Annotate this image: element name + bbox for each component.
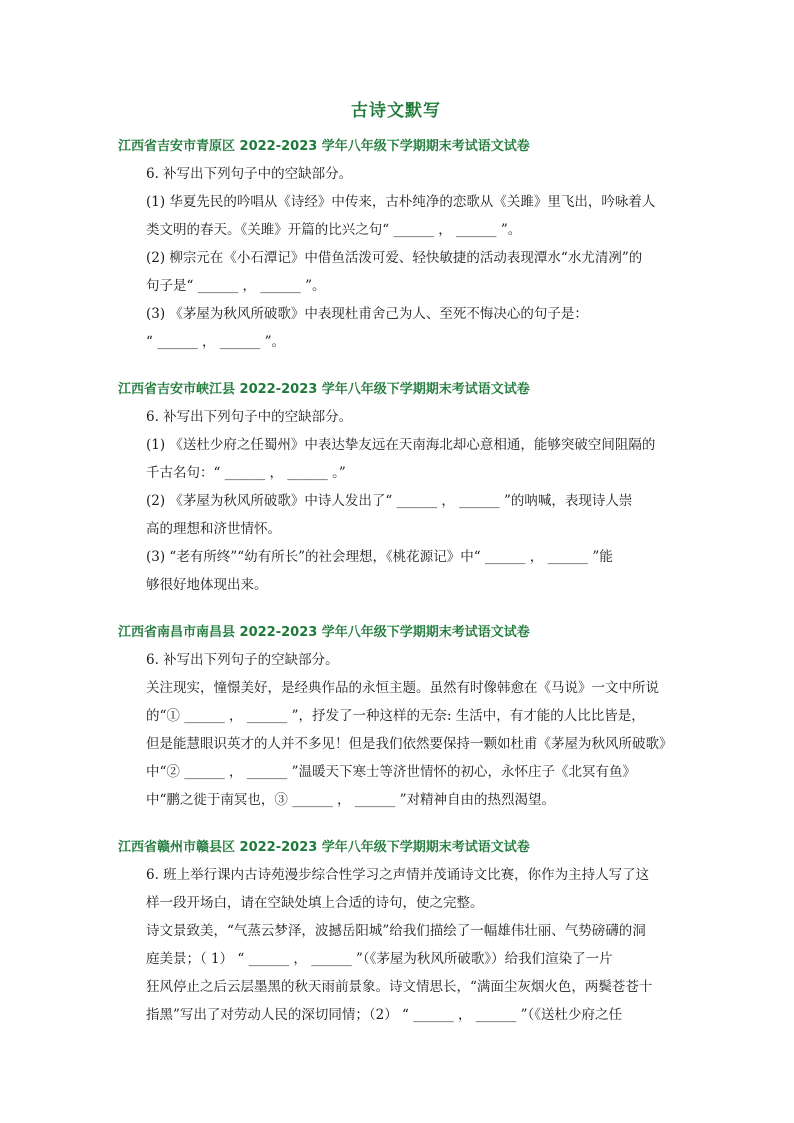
question-stem: 6. 补写出下列句子中的空缺部分。 (146, 166, 353, 182)
question-line: “ ______ ， ______ ”。 (146, 334, 285, 350)
question-section-1 (118, 135, 674, 356)
question-stem: 6. 补写出下列句子中的空缺部分。 (146, 409, 353, 425)
section-source: 江西省南昌市南昌县 2022-2023 学年八年级下学期期末考试语文试卷 (118, 625, 530, 640)
question-line: 高的理想和济世情怀。 (146, 521, 281, 537)
page-title: 古诗文默写 (351, 101, 441, 121)
question-line: 够很好地体现出来。 (146, 577, 268, 593)
question-line: 千古名句：“ ______ ， ______ 。” (146, 465, 346, 481)
question-line: 狂风停止之后云层墨黑的秋天雨前景象。诗文情思长，“满面尘灰烟火色，两鬓苍苍十 (146, 979, 653, 995)
question-line: (2) 《茅屋为秋风所破歌》中诗人发出了“ ______ ， ______ ”的呐喊，表现诗人崇 (146, 493, 633, 509)
question-line: (1) 《送杜少府之任蜀州》中表达挚友远在天南海北却心意相通，能够突破空间阻隔的 (146, 437, 656, 453)
question-stem: 6. 补写出下列句子的空缺部分。 (146, 652, 339, 668)
question-line: 的“① ______ ， ______ ”，抒发了一种这样的无奈: 生活中，有才能的人比比皆是， (146, 708, 645, 724)
question-line: 庭美景；（ 1） “ ______ ， ______ ”（《茅屋为秋风所破歌》）给我们渲染了一片 (146, 951, 613, 967)
question-line: 类文明的春天。《关雎》开篇的比兴之句“ ______ ， ______ ”。 (146, 222, 522, 238)
section-source: 江西省赣州市赣县区 2022-2023 学年八年级下学期期末考试语文试卷 (118, 840, 530, 855)
question-stem: 6. 班上举行课内古诗苑漫步综合性学习之声情并茂诵诗文比赛，你作为主持人写了这 (146, 867, 650, 883)
question-line: 中“鹏之徙于南冥也，③ ______ ， ______ ”对精神自由的热烈渴望。 (146, 792, 555, 808)
question-line: 关注现实，憧憬美好，是经典作品的永恒主题。虽然有时像韩愈在《马说》一文中所说 (146, 680, 659, 696)
question-line: 样一段开场白，请在空缺处填上合适的诗句，使之完整。 (146, 895, 484, 911)
question-line: 指黑”写出了对劳动人民的深切同情；（2） “ ______ ， ______ ”（《送杜少府之任 (146, 1007, 622, 1023)
question-line: 诗文景致美，“气蒸云梦泽，波撼岳阳城”给我们描绘了一幅雄伟壮丽、气势磅礴的洞 (146, 923, 646, 939)
question-line: 中“② ______ ， ______ ”温暖天下寒士等济世情怀的初心，永怀庄子《北冥有鱼》 (146, 764, 636, 780)
question-line: (3) 《茅屋为秋风所破歌》中表现杜甫舍己为人、至死不悔决心的句子是： (146, 306, 588, 322)
question-line: (1) 华夏先民的吟唱从《诗经》中传来，古朴纯净的恋歌从《关雎》里飞出，吟咏着人 (146, 194, 656, 210)
question-line: 句子是“ ______ ， ______ ”。 (146, 278, 326, 294)
section-source: 江西省吉安市青原区 2022-2023 学年八年级下学期期末考试语文试卷 (118, 139, 530, 154)
question-section-3 (118, 621, 674, 814)
question-line: (3) “老有所终”“幼有所长”的社会理想，《桃花源记》中“ ______ ， ______ ”能 (146, 549, 613, 565)
question-section-4 (118, 836, 674, 1029)
question-line: 但是能慧眼识英才的人并不多见！但是我们依然要保持一颗如杜甫《茅屋为秋风所破歌》 (146, 736, 673, 752)
question-line: (2) 柳宗元在《小石潭记》中借鱼活泼可爱、轻快敏捷的活动表现潭水“水尤清冽”的 (146, 250, 643, 266)
section-source: 江西省吉安市峡江县 2022-2023 学年八年级下学期期末考试语文试卷 (118, 382, 530, 397)
question-section-2 (118, 378, 674, 599)
